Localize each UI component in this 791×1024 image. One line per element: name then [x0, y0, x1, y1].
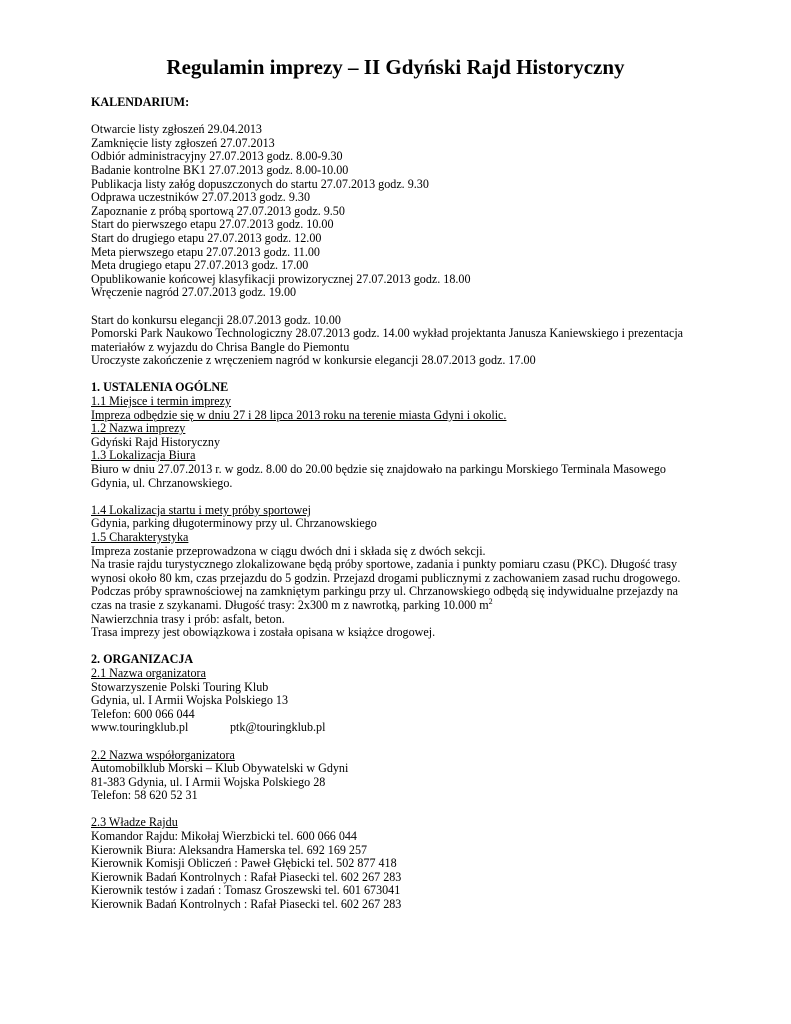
kalendarium-item: Uroczyste zakończenie z wręczeniem nagród w konkursie elegancji 28.07.2013 godz. 17.00	[91, 353, 536, 368]
subsection-text-1-3: Gdynia, ul. Chrzanowskiego.	[91, 475, 233, 490]
subsection-text-1-4: Gdynia, parking długoterminowy przy ul. Chrzanowskiego	[91, 516, 377, 531]
kalendarium-item: Odbiór administracyjny 27.07.2013 godz. 8.00-9.30	[91, 149, 343, 164]
kalendarium-list	[91, 123, 731, 300]
subsection-heading-2-3: 2.3 Władze Rajdu	[91, 815, 178, 830]
area-text: czas na trasie z szykanami. Długość trasy: 2x300 m z nawrotką, parking 10.000 m	[91, 597, 489, 612]
section-2-heading: 2. ORGANIZACJA	[91, 652, 194, 667]
subsection-text-1-5: Trasa imprezy jest obowiązkowa i została opisana w książce drogowej.	[91, 625, 436, 640]
spacer	[91, 300, 731, 314]
website-link[interactable]: www.touringklub.pl	[91, 720, 189, 735]
spacer	[91, 368, 731, 382]
spacer	[91, 490, 731, 504]
kalendarium-item: Publikacja listy załóg dopuszczonych do startu 27.07.2013 godz. 9.30	[91, 176, 429, 191]
authority-line: Kierownik testów i zadań : Tomasz Groszewski tel. 601 673041	[91, 883, 401, 898]
kalendarium-item: Meta pierwszego etapu 27.07.2013 godz. 11.00	[91, 244, 320, 259]
spacer	[91, 110, 731, 124]
kalendarium-item: Badanie kontrolne BK1 27.07.2013 godz. 8.00-10.00	[91, 162, 349, 177]
organizer-contact-line	[91, 721, 731, 735]
kalendarium-item: materiałów z wyjazdu do Chrisa Bangle do Piemontu	[91, 339, 350, 354]
kalendarium-item: Zapoznanie z próbą sportową 27.07.2013 godz. 9.50	[91, 203, 345, 218]
document-body	[91, 96, 731, 912]
subsection-text-1-2: Gdyński Rajd Historyczny	[91, 434, 220, 449]
subsection-heading-1-5: 1.5 Charakterystyka	[91, 530, 189, 544]
kalendarium-item: Odprawa uczestników 27.07.2013 godz. 9.30	[91, 190, 310, 205]
subsection-heading-1-2: 1.2 Nazwa imprezy	[91, 421, 186, 436]
spacer	[91, 735, 731, 749]
kalendarium-item: Start do pierwszego etapu 27.07.2013 godz. 10.00	[91, 217, 334, 232]
kalendarium-item: Otwarcie listy zgłoszeń 29.04.2013	[91, 122, 262, 137]
subsection-text-1-5: Na trasie rajdu turystycznego zlokalizowane będą próby sportowe, zadania i punkty pomiaru czasu (PKC). Długość trasy	[91, 557, 678, 572]
subsection-text-1-1: Impreza odbędzie się w dniu 27 i 28 lipca 2013 roku na terenie miasta Gdyni i okolic.	[91, 407, 507, 422]
kalendarium-item: Start do konkursu elegancji 28.07.2013 godz. 10.00	[91, 312, 341, 327]
organizer-line: Gdynia, ul. I Armii Wojska Polskiego 13	[91, 693, 289, 708]
subsection-text-1-5: wynosi około 80 km, czas przejazdu do 5 godzin. Przejazd drogami publicznymi z zachowaniem zasad ruchu drogowego.	[91, 570, 681, 585]
email-link[interactable]: ptk@touringklub.pl	[230, 720, 326, 735]
subsection-heading-1-3: 1.3 Lokalizacja Biura	[91, 448, 196, 463]
organizer-line: Stowarzyszenie Polski Touring Klub	[91, 679, 269, 694]
area-exponent: 2	[488, 596, 493, 606]
subsection-heading-1-4: 1.4 Lokalizacja startu i mety próby sportowej	[91, 502, 311, 517]
spacer	[91, 640, 731, 654]
co-organizer-line: 81-383 Gdynia, ul. I Armii Wojska Polskiego 28	[91, 774, 326, 789]
spacer	[91, 803, 731, 817]
kalendarium-item: Pomorski Park Naukowo Technologiczny 28.07.2013 godz. 14.00 wykład projektanta Janusza Kaniewskiego i prezentacja	[91, 326, 684, 341]
subsection-text-1-5-area	[91, 596, 731, 613]
kalendarium-heading: KALENDARIUM:	[91, 95, 190, 109]
kalendarium-item: Start do drugiego etapu 27.07.2013 godz. 12.00	[91, 230, 322, 245]
section-1-heading: 1. USTALENIA OGÓLNE	[91, 380, 229, 395]
authority-line: Kierownik Badań Kontrolnych : Rafał Piasecki tel. 602 267 283	[91, 897, 402, 912]
subsection-heading-2-1: 2.1 Nazwa organizatora	[91, 665, 206, 680]
kalendarium-list-2	[91, 314, 731, 368]
co-organizer-line: Automobilklub Morski – Klub Obywatelski w Gdyni	[91, 761, 349, 776]
subsection-text-1-3: Biuro w dniu 27.07.2013 r. w godz. 8.00 do 20.00 będzie się znajdowało na parkingu Morskiego Terminala Masowego	[91, 462, 666, 477]
authority-line: Komandor Rajdu: Mikołaj Wierzbicki tel. 600 066 044	[91, 829, 357, 844]
co-organizer-line: Telefon: 58 620 52 31	[91, 788, 198, 803]
subsection-text-1-5: Podczas próby sprawnościowej na zamkniętym parkingu przy ul. Chrzanowskiego odbędą się indywidualne przejazdy na	[91, 584, 679, 599]
subsection-heading-2-2: 2.2 Nazwa współorganizatora	[91, 747, 235, 762]
document-title: Regulamin imprezy – II Gdyński Rajd Historyczny	[166, 55, 625, 79]
authority-line: Kierownik Biura: Aleksandra Hamerska tel. 692 169 257	[91, 842, 368, 857]
kalendarium-item: Opublikowanie końcowej klasyfikacji prowizorycznej 27.07.2013 godz. 18.00	[91, 271, 471, 286]
authority-line: Kierownik Komisji Obliczeń : Paweł Głębicki tel. 502 877 418	[91, 856, 397, 871]
subsection-heading-1-1: 1.1 Miejsce i termin imprezy	[91, 394, 232, 409]
kalendarium-item: Zamknięcie listy zgłoszeń 27.07.2013	[91, 135, 275, 150]
organizer-line: Telefon: 600 066 044	[91, 706, 195, 721]
subsection-text-1-5: Nawierzchnia trasy i prób: asfalt, beton.	[91, 611, 285, 626]
kalendarium-item: Wręczenie nagród 27.07.2013 godz. 19.00	[91, 285, 297, 300]
subsection-text-1-5: Impreza zostanie przeprowadzona w ciągu dwóch dni i składa się z dwóch sekcji.	[91, 543, 486, 558]
kalendarium-item: Meta drugiego etapu 27.07.2013 godz. 17.00	[91, 258, 309, 273]
authority-line: Kierownik Badań Kontrolnych : Rafał Piasecki tel. 602 267 283	[91, 869, 402, 884]
